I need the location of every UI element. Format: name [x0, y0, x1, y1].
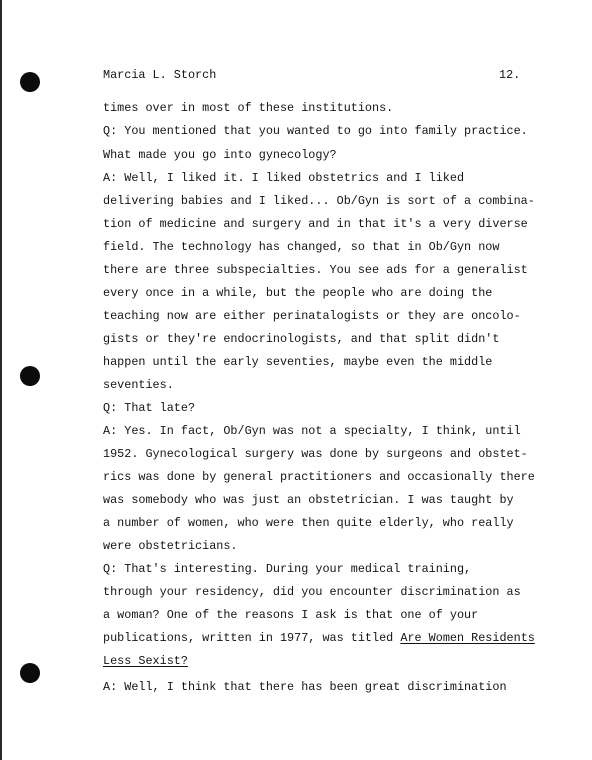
text-line: was somebody who was just an obstetrician. I was taught by [103, 493, 514, 507]
text-fragment: publications, written in 1977, was titled [103, 631, 394, 645]
text-line: 1952. Gynecological surgery was done by surgeons and obstet- [103, 447, 528, 461]
text-line: through your residency, did you encounter discrimination as [103, 585, 521, 599]
text-line: there are three subspecialties. You see ads for a generalist [103, 263, 528, 277]
text-line: Q: That late? [103, 401, 196, 415]
text-line: tion of medicine and surgery and in that it's a very diverse [103, 217, 528, 231]
text-line: a number of women, who were then quite elderly, who really [103, 516, 514, 530]
text-line: every once in a while, but the people who are doing the [103, 286, 493, 300]
text-line: Q: You mentioned that you wanted to go into family practice. [103, 124, 528, 138]
text-line: A: Well, I liked it. I liked obstetrics and I liked [103, 171, 465, 185]
text-line [103, 631, 535, 645]
text-line: a woman? One of the reasons I ask is that one of your [103, 608, 479, 622]
text-line: What made you go into gynecology? [103, 148, 337, 162]
punch-hole-top [20, 72, 40, 92]
page-edge-shadow [0, 0, 2, 760]
text-line: delivering babies and I liked... Ob/Gyn is sort of a combina- [103, 194, 535, 208]
text-line: A: Yes. In fact, Ob/Gyn was not a specialty, I think, until [103, 424, 521, 438]
text-line: A: Well, I think that there has been great discrimination [103, 680, 507, 694]
text-line: were obstetricians. [103, 539, 238, 553]
text-line: gists or they're endocrinologists, and that split didn't [103, 332, 500, 346]
text-line: seventies. [103, 378, 174, 392]
text-line: field. The technology has changed, so that in Ob/Gyn now [103, 240, 500, 254]
punch-hole-middle [20, 366, 40, 386]
text-line: happen until the early seventies, maybe even the middle [103, 355, 493, 369]
publication-title-continued: Less Sexist? [103, 654, 188, 668]
header-page-number: 12. [499, 68, 521, 82]
text-line: teaching now are either perinatalogists or they are oncolo- [103, 309, 521, 323]
text-line: Q: That's interesting. During your medical training, [103, 562, 472, 576]
text-line: rics was done by general practitioners and occasionally there [103, 470, 535, 484]
header-author: Marcia L. Storch [103, 68, 217, 82]
publication-title: Are Women Residents [400, 631, 535, 645]
punch-hole-bottom [20, 663, 40, 683]
text-line: times over in most of these institutions. [103, 101, 394, 115]
